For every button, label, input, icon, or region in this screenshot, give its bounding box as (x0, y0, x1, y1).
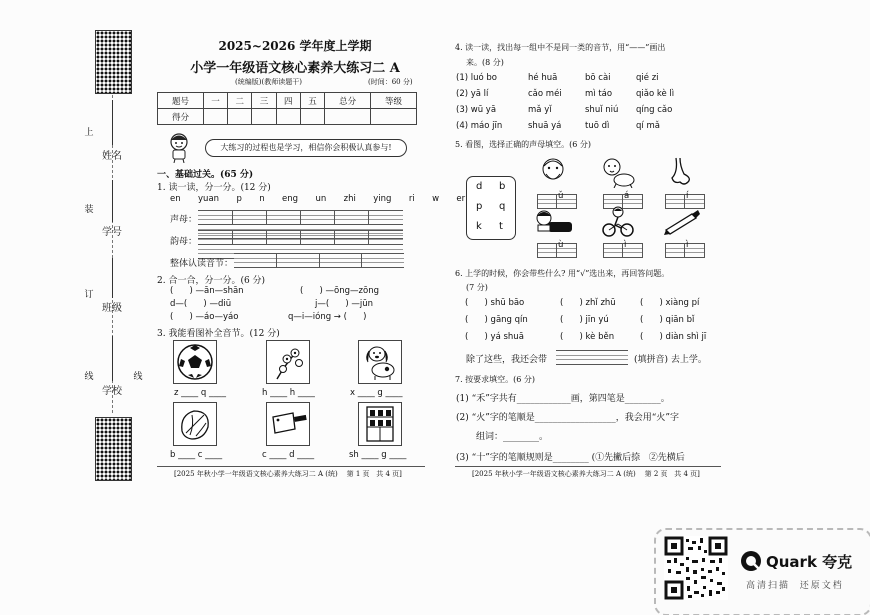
answer-final: í (686, 191, 689, 201)
letter-card (466, 176, 516, 240)
score-cell[interactable] (228, 109, 252, 125)
pen-icon (662, 208, 702, 236)
question-4-option[interactable]: qíng cǎo (636, 105, 673, 115)
question-3-blank[interactable]: b ____ c ____ (170, 450, 223, 460)
initials-writing-grid[interactable] (198, 210, 403, 225)
question-3-blank[interactable]: x ____ g ____ (350, 388, 403, 398)
question-6-option[interactable]: ( ) kè běn (560, 332, 615, 342)
question-7-line[interactable]: (2) “火”字的笔顺是__________________，我会用“火”字 (456, 413, 680, 423)
question-6-option[interactable]: ( ) yá shuā (465, 332, 524, 342)
question-2-item[interactable]: q—i—ióng → ( ) (288, 312, 367, 322)
question-4-option[interactable]: qí mǎ (636, 121, 660, 131)
question-6-option[interactable]: ( ) diàn shì jī (640, 332, 707, 342)
question-4-option[interactable]: cǎo méi (528, 89, 562, 99)
question-4-option[interactable]: tuō dì (585, 121, 610, 131)
sleeping-child-icon (534, 208, 574, 238)
picture-dog (358, 340, 402, 384)
question-3-blank[interactable]: z ____ q ____ (174, 388, 226, 398)
section-title: 一、基础过关。(65 分) (157, 170, 254, 180)
crawling-baby-icon (600, 156, 636, 188)
edition-note: (统编版)(教师读题干) (235, 78, 302, 86)
class-label: 班级 (102, 303, 122, 314)
question-7-line[interactable]: (1) “禾”字共有____________画，第四笔是________。 (456, 394, 670, 404)
question-3-blank[interactable]: h ____ h ____ (262, 388, 315, 398)
binding-mark: 线 (84, 372, 94, 382)
binding-checker-bottom (95, 417, 132, 481)
picture-football (173, 340, 217, 384)
question-7-line[interactable]: (3) “十”字的笔顺规则是________ (①先撇后捺 ②先横后 (456, 453, 685, 463)
cabbage-icon (174, 403, 216, 445)
question-4-option[interactable]: hé huā (528, 73, 558, 83)
binding-mark: 上 (84, 128, 94, 138)
question-4-option[interactable]: bō cài (585, 73, 611, 83)
question-7-line[interactable]: 组词：________。 (476, 432, 549, 442)
question-4-option[interactable]: shuǐ niú (585, 105, 619, 115)
score-header: 等级 (371, 93, 417, 109)
answer-final: ù (558, 240, 564, 250)
finals-writing-grid[interactable] (198, 230, 403, 245)
picture-flower (266, 340, 310, 384)
question-6-points: (7 分) (466, 283, 488, 292)
score-cell[interactable] (371, 109, 417, 125)
time-limit: (时间：60 分) (368, 78, 413, 86)
score-header: 五 (300, 93, 324, 109)
score-cell[interactable] (276, 109, 300, 125)
question-6-tail-b: (填拼音) 去上学。 (634, 355, 707, 365)
question-4-title-cont: 来。(8 分) (466, 58, 504, 67)
question-1-syllables: en yuan p n eng un zhi ying ri w er (170, 194, 466, 204)
question-4-row[interactable]: (1) luó bo (456, 73, 497, 83)
binding-checker-top (95, 30, 132, 94)
question-4-option[interactable]: shuā yá (528, 121, 562, 131)
speech-bubble: 大练习的过程也是学习，相信你会积极认真参与! (205, 139, 407, 157)
question-2-item[interactable]: ( ) —ān—shān (170, 286, 244, 296)
question-6-option[interactable]: ( ) gāng qín (465, 315, 528, 325)
question-4-option[interactable]: mǎ yǐ (528, 105, 552, 115)
page-2-footer-rule (455, 466, 721, 467)
question-2-title: 2. 合一合，分一分。(6 分) (157, 276, 266, 286)
question-3-blank[interactable]: sh ____ g ____ (349, 450, 407, 460)
page-1-footer-rule (157, 466, 425, 467)
quark-logo-icon (740, 550, 762, 572)
question-6-option[interactable]: ( ) jīn yú (560, 315, 609, 325)
initials-label: 声母： (170, 215, 198, 225)
letter-option[interactable]: k (476, 221, 482, 232)
question-6-option[interactable]: ( ) qiān bǐ (640, 315, 695, 325)
score-header: 题号 (158, 93, 204, 109)
question-6-option[interactable]: ( ) shū bāo (465, 298, 525, 308)
question-4-option[interactable]: mì táo (585, 89, 613, 99)
question-4-option[interactable]: qié zi (636, 73, 659, 83)
cleaver-icon (267, 403, 309, 445)
score-header: 总分 (325, 93, 371, 109)
score-cell[interactable] (325, 109, 371, 125)
exam-title: 小学一年级语文核心素养大练习二 A (190, 61, 400, 76)
nose-icon (664, 156, 694, 188)
finals-label: 韵母： (170, 237, 198, 247)
question-6-answer-grid[interactable] (556, 350, 628, 365)
page-1-footer: [2025 年秋小学一年级语文核心素养大练习二 A (统) 第 1 页 共 4 页] (174, 470, 402, 478)
question-2-item[interactable]: ( ) —áo—yáo (170, 312, 239, 322)
exam-year-title: 2025~2026 学年度上学期 (218, 39, 372, 53)
letter-option[interactable]: d (476, 181, 483, 192)
picture-cabbage (173, 402, 217, 446)
qr-code[interactable] (664, 536, 728, 600)
question-6-option[interactable]: ( ) xiàng pí (640, 298, 700, 308)
flower-icon (267, 341, 309, 383)
cyclist-icon (601, 206, 635, 238)
score-header: 二 (228, 93, 252, 109)
question-4-title: 4. 读一读，找出每一组中不是同一类的音节，用“——”画出 (455, 43, 666, 52)
question-4-row[interactable]: (4) máo jīn (456, 121, 503, 131)
answer-grid[interactable] (665, 243, 705, 258)
question-3-blank[interactable]: c ____ d ____ (262, 450, 315, 460)
question-2-item[interactable]: j—( ) —jūn (315, 299, 374, 309)
letter-option[interactable]: q (499, 201, 506, 212)
qr-code-icon (664, 536, 728, 600)
question-1-title: 1. 读一读，分一分。(12 分) (157, 183, 271, 193)
answer-grid[interactable] (603, 243, 643, 258)
score-header: 一 (203, 93, 227, 109)
answer-grid[interactable] (665, 194, 705, 209)
score-header: 四 (276, 93, 300, 109)
score-header: 三 (252, 93, 276, 109)
question-7-title: 7. 按要求填空。(6 分) (455, 375, 536, 384)
student-id-field[interactable] (112, 180, 114, 222)
cupboard-icon (359, 403, 401, 445)
answer-grid[interactable] (537, 194, 577, 209)
answer-final: ì (624, 240, 627, 250)
score-table (157, 92, 417, 125)
question-2-item[interactable]: d—( ) —diū (170, 299, 232, 309)
letter-option[interactable]: b (499, 181, 506, 192)
score-cell[interactable] (300, 109, 324, 125)
quark-brand: Quark 夸克 (766, 553, 853, 571)
question-4-row[interactable]: (2) yā lí (456, 89, 489, 99)
letter-option[interactable]: p (476, 201, 483, 212)
page-2-footer: [2025 年秋小学一年级语文核心素养大练习二 A (统) 第 2 页 共 4 页] (472, 470, 700, 478)
binding-mark: 线 (133, 372, 143, 382)
student-id-label: 学号 (102, 227, 122, 238)
football-icon (174, 341, 216, 383)
score-cell[interactable] (252, 109, 276, 125)
score-row-label: 得分 (158, 109, 204, 125)
quark-tagline: 高清扫描 还原文档 (746, 581, 844, 591)
school-label: 学校 (102, 386, 122, 397)
answer-final: á (624, 191, 630, 201)
score-cell[interactable] (203, 109, 227, 125)
picture-cleaver (266, 402, 310, 446)
dog-icon (359, 341, 401, 383)
answer-final: ǔ (558, 191, 564, 201)
grandpa-icon (538, 156, 568, 188)
question-5-title: 5. 看图，选择正确的声母填空。(6 分) (455, 140, 592, 149)
class-field[interactable] (112, 258, 114, 298)
binding-mark: 订 (84, 290, 94, 300)
binding-mark: 装 (84, 205, 94, 215)
question-3-title: 3. 我能看图补全音节。(12 分) (157, 329, 280, 339)
answer-grid[interactable] (537, 243, 577, 258)
question-4-option[interactable]: qiǎo kè lì (636, 89, 675, 99)
question-6-tail-a: 除了这些，我还会带 (466, 355, 548, 365)
school-field[interactable] (112, 336, 114, 381)
letter-option[interactable]: t (499, 221, 503, 232)
question-2-item[interactable]: ( ) —ōng—zōng (300, 286, 379, 296)
question-6-option[interactable]: ( ) zhǐ zhū (560, 298, 616, 308)
whole-syllable-label: 整体认读音节： (170, 259, 234, 269)
question-6-title: 6. 上学的时候，你会带些什么? 用“√”选出来，再回答问题。 (455, 269, 670, 278)
picture-cupboard (358, 402, 402, 446)
name-field[interactable] (112, 100, 114, 145)
name-label: 姓名 (102, 151, 122, 162)
answer-final: ì (686, 240, 689, 250)
mascot-icon (163, 131, 195, 163)
whole-syllable-writing-grid[interactable] (234, 253, 404, 268)
question-4-row[interactable]: (3) wū yā (456, 105, 497, 115)
